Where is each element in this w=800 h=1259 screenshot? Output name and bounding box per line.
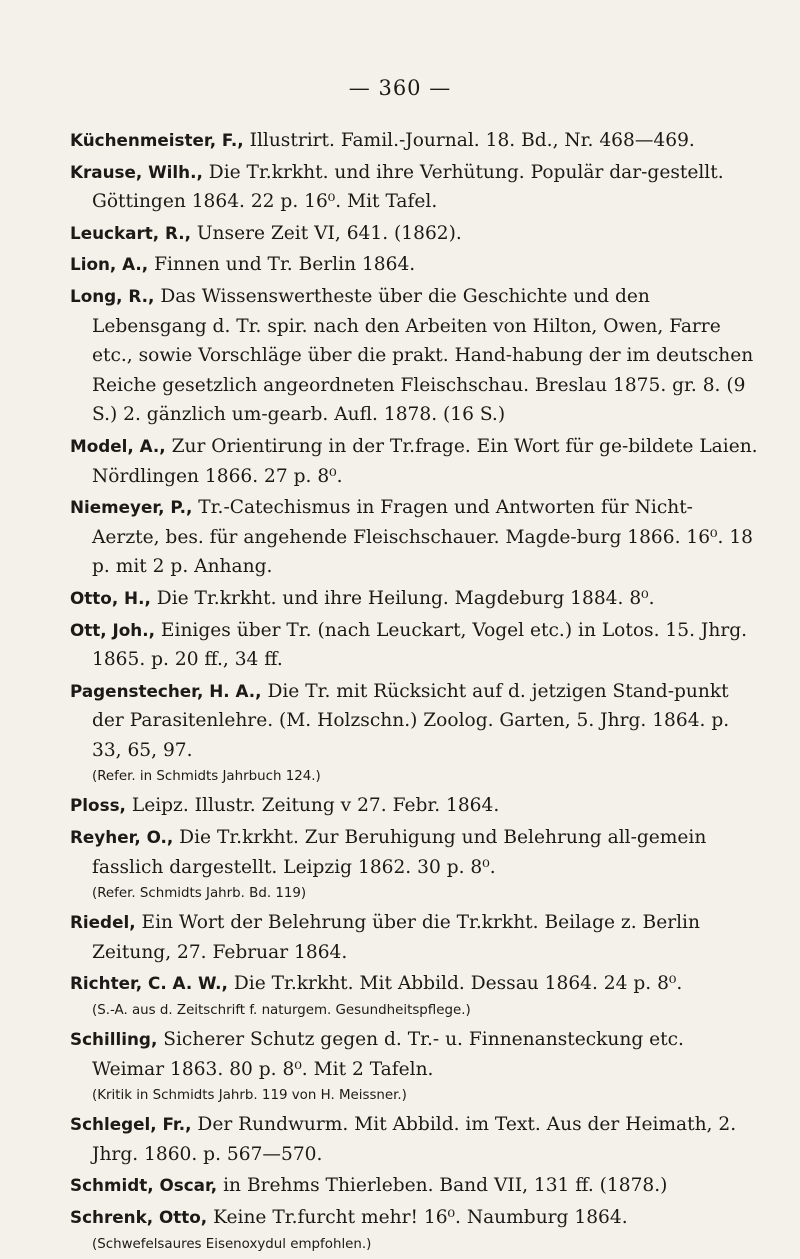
entry-text: Unsere Zeit VI, 641. (1862). — [196, 222, 462, 244]
bibliography-entry — [70, 1110, 760, 1169]
entry-author: Ploss, — [70, 795, 126, 816]
bibliography-entry — [70, 823, 760, 906]
entry-text: Das Wissenswertheste über die Geschichte und den Lebensgang d. Tr. spir. nach den Arbeiten von Hilton, Owen, Farre etc., sowie Vorschläge über die prakt. Hand-habung der im deutschen Reiche gesetzlich angeordneten Fleischschau. Breslau 1875. gr. 8. (9 S.) 2. gänzlich um-gearb. Aufl. 1878. (16 S.) — [92, 285, 754, 426]
entry-note: (Kritik in Schmidts Jahrb. 119 von H. Meissner.) — [92, 1088, 407, 1104]
bibliography-entry — [70, 969, 760, 1023]
bibliography-entry — [70, 1171, 760, 1201]
entry-author: Reyher, O., — [70, 827, 174, 848]
entry-text: Keine Tr.furcht mehr! 16⁰. Naumburg 1864. — [213, 1207, 628, 1228]
entry-author: Ott, Joh., — [70, 619, 155, 640]
bibliography-entry — [70, 1203, 760, 1257]
entry-note: (Refer. in Schmidts Jahrbuch 124.) — [92, 769, 321, 785]
entry-note: (Schwefelsaures Eisenoxydul empfohlen.) — [92, 1236, 372, 1252]
entry-text: Einiges über Tr. (nach Leuckart, Vogel etc.) in Lotos. 15. Jhrg. 1865. p. 20 ff., 34 ff. — [92, 619, 748, 671]
bibliography-entry — [70, 158, 760, 217]
bibliography-entry — [70, 250, 760, 280]
bibliography-entry — [70, 584, 760, 614]
entry-author: Long, R., — [70, 285, 155, 306]
entry-author: Pagenstecher, H. A., — [70, 680, 262, 701]
entry-text: Die Tr.krkht. Mit Abbild. Dessau 1864. 24 p. 8⁰. — [233, 973, 683, 995]
bibliography-entry — [70, 791, 760, 821]
entry-text: Leipz. Illustr. Zeitung v 27. Febr. 1864. — [131, 795, 500, 817]
bibliography-entry — [70, 219, 760, 249]
entry-note: (Refer. Schmidts Jahrb. Bd. 119) — [92, 886, 307, 902]
entry-author: Model, A., — [70, 435, 166, 456]
bibliography-entry — [70, 126, 760, 156]
entry-text: Tr.-Catechismus in Fragen und Antworten für Nicht-Aerzte, bes. für angehende Fleischschauer. Magde-burg 1866. 16⁰. 18 p. mit 2 p. Anhang. — [92, 497, 753, 578]
bibliography-entry — [70, 677, 760, 790]
entry-author: Krause, Wilh., — [70, 161, 203, 182]
entry-text: Die Tr.krkht. Zur Beruhigung und Belehrung all-gemein fasslich dargestellt. Leipzig 1862. 30 p. 8⁰. — [92, 827, 707, 878]
entry-author: Schmidt, Oscar, — [70, 1175, 218, 1196]
entry-text: Ein Wort der Belehrung über die Tr.krkht. Beilage z. Berlin Zeitung, 27. Februar 1864. — [92, 912, 700, 963]
entry-text: Illustrirt. Famil.-Journal. 18. Bd., Nr. 468—469. — [249, 130, 695, 151]
bibliography-entry — [70, 493, 760, 582]
entry-text: in Brehms Thierleben. Band VII, 131 ff. (1878.) — [223, 1175, 668, 1197]
bibliography-entry — [70, 432, 760, 491]
entry-text: Sicherer Schutz gegen d. Tr.- u. Finnenansteckung etc. Weimar 1863. 80 p. 8⁰. Mit 2 Tafeln. — [92, 1029, 684, 1080]
entry-author: Schilling, — [70, 1029, 158, 1050]
entry-text: Die Tr.krkht. und ihre Heilung. Magdeburg 1884. 8⁰. — [156, 587, 655, 609]
entry-author: Niemeyer, P., — [70, 497, 193, 518]
bibliography-entry — [70, 908, 760, 967]
entry-author: Schrenk, Otto, — [70, 1207, 208, 1227]
bibliography-entry — [70, 282, 760, 430]
entry-author: Riedel, — [70, 912, 136, 933]
bibliography-entry — [70, 1025, 760, 1108]
entry-note: (S.-A. aus d. Zeitschrift f. naturgem. Gesundheitspflege.) — [92, 1003, 471, 1019]
bibliography-list — [70, 126, 760, 1259]
entry-author: Otto, H., — [70, 587, 151, 608]
page-number: — 360 — — [348, 76, 452, 100]
entry-author: Leuckart, R., — [70, 222, 191, 243]
entry-author: Küchenmeister, F., — [70, 130, 244, 150]
entry-text: Die Tr. mit Rücksicht auf d. jetzigen Stand-punkt der Parasitenlehre. (M. Holzschn.) Zoolog. Garten, 5. Jhrg. 1864. p. 33, 65, 97. — [92, 680, 730, 761]
entry-author: Lion, A., — [70, 254, 149, 275]
entry-text: Zur Orientirung in der Tr.frage. Ein Wort für ge-bildete Laien. Nördlingen 1866. 27 p. 8⁰. — [92, 435, 758, 487]
entry-author: Richter, C. A. W., — [70, 973, 228, 994]
entry-text: Die Tr.krkht. und ihre Verhütung. Populär dar-gestellt. Göttingen 1864. 22 p. 16⁰. Mit Tafel. — [92, 161, 724, 213]
bibliography-entry — [70, 616, 760, 675]
entry-author: Schlegel, Fr., — [70, 1114, 192, 1135]
entry-text: Finnen und Tr. Berlin 1864. — [154, 254, 416, 276]
entry-text: Der Rundwurm. Mit Abbild. im Text. Aus der Heimath, 2. Jhrg. 1860. p. 567—570. — [92, 1114, 737, 1165]
